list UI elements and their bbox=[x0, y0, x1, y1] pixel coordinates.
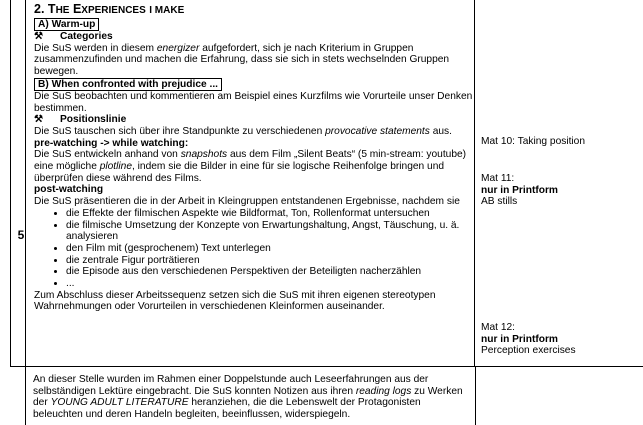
list-item: • die Episode aus den verschiedenen Perspektiven der Beteiligten nacherzählen bbox=[66, 266, 486, 278]
list-item: • den Film mit (gesprochenem) Text unterlegen bbox=[66, 243, 486, 255]
list-item: • die Effekte der filmischen Aspekte wie Bildformat, Ton, Rollenformat untersuchen bbox=[66, 208, 486, 220]
material-mat12: Mat 12: nur in Printform Perception exercises bbox=[481, 322, 576, 357]
warmup-heading: A) Warm-up bbox=[34, 18, 99, 31]
hammer-icon: ⚒ bbox=[34, 31, 43, 42]
postwatching-text: Die SuS präsentieren die in der Arbeit in Kleingruppen entstandenen Ergebnisse, nachdem sie bbox=[34, 196, 460, 208]
positionslinie-text: Die SuS tauschen sich über ihre Standpunkte zu verschiedenen provocative statements aus. bbox=[34, 125, 452, 137]
activities-cell bbox=[34, 2, 486, 313]
list-item: • die filmische Umsetzung der Konzepte von Erwartungshaltung, Angst, Täuschung, u. ä. analysieren bbox=[66, 220, 486, 243]
closing-text: Zum Abschluss dieser Arbeitssequenz setzen sich die SuS mit ihren eigenen stereotypen Wahrnehmungen oder Vorurteilen in verschiedenen Kleinformen auseinander. bbox=[34, 289, 436, 313]
list-item: • die zentrale Figur porträtieren bbox=[66, 255, 486, 267]
reading-log-row bbox=[25, 366, 643, 425]
reading-log-text: An dieser Stelle wurden im Rahmen einer Doppelstunde auch Leseerfahrungen aus der selbständigen Lektüre eingebracht. Die SuS konnten Notizen aus ihren reading logs zu Werken der YOUNG ADULT LITERATURE heranziehen, die die Lebenswelt der Protagonisten beleuchten und deren Handeln begleiten, beeinflussen, widerspiegeln. bbox=[33, 374, 463, 421]
material-mat11: Mat 11: nur in Printform AB stills bbox=[481, 173, 558, 208]
task-list bbox=[34, 208, 486, 290]
prewatching-heading: pre-watching -> while watching: bbox=[34, 137, 189, 149]
row-number: 5 bbox=[17, 228, 25, 242]
hammer-icon: ⚒ bbox=[34, 114, 43, 126]
prewatching-text: Die SuS entwickeln anhand von snapshots aus dem Film „Silent Beats“ (5 min-stream: youtube) eine mögliche plotline, indem sie die Bilder in eine für sie logische Reihenfolge bringen und überprüfen diese während des Films. bbox=[34, 149, 467, 184]
material-mat10: Mat 10: Taking position bbox=[481, 136, 586, 147]
section-title: 2. THE EXPERIENCES I MAKE bbox=[34, 2, 185, 16]
prejudice-heading: B) When confronted with prejudice ... bbox=[34, 78, 222, 91]
column-divider-materials bbox=[475, 366, 476, 425]
categories-heading: ⚒ Categories bbox=[34, 31, 113, 42]
column-divider-number bbox=[25, 0, 26, 366]
list-item: • ... bbox=[66, 278, 486, 290]
postwatching-heading: post-watching bbox=[34, 184, 104, 196]
positionslinie-heading: ⚒ Positionslinie bbox=[34, 114, 127, 126]
prejudice-text: Die SuS beobachten und kommentieren am Beispiel eines Kurzfilms wie Vorurteile unser Denken bestimmen. bbox=[34, 90, 473, 114]
row-border bbox=[25, 366, 26, 425]
categories-text: Die SuS werden in diesem energizer aufgefordert, sich je nach Kriterium in Gruppen zusammenzufinden und machen die Erfahrung, dass sie sich in stets wechselnden Gruppen bewegen. bbox=[34, 42, 450, 78]
